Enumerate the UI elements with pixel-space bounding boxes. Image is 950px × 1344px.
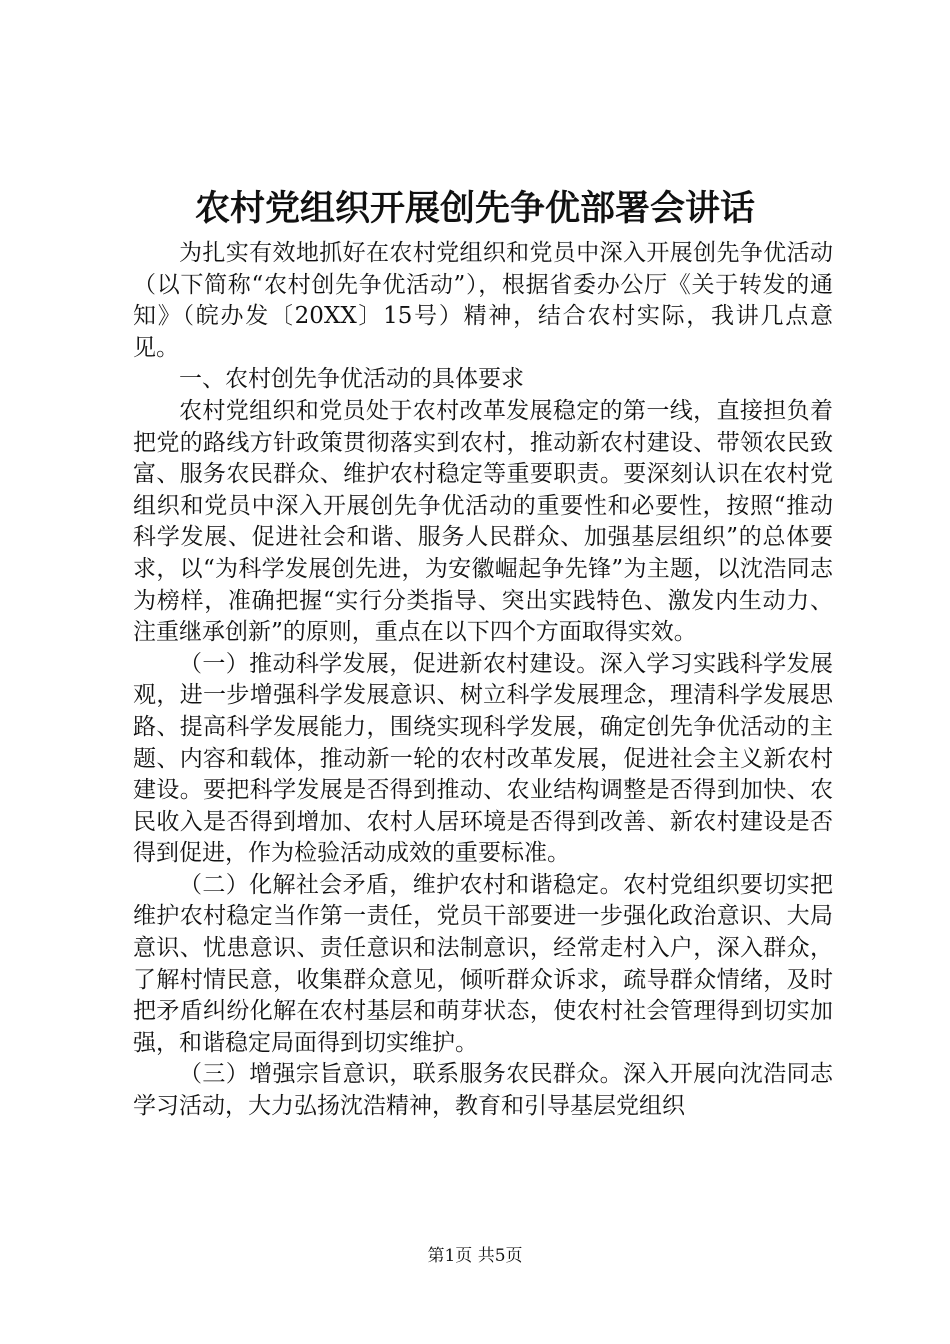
document-body [133, 238, 833, 1123]
section-heading: 一、农村创先争优活动的具体要求 [179, 366, 524, 393]
body-paragraph: （三）增强宗旨意识，联系服务农民群众。深入开展向沈浩同志学习活动，大力弘扬沈浩精神，教育和引导基层党组织 [133, 1061, 833, 1120]
document-title: 农村党组织开展创先争优部署会讲话 [194, 188, 755, 229]
body-paragraph: 农村党组织和党员处于农村改革发展稳定的第一线，直接担负着把党的路线方针政策贯彻落实到农村，推动新农村建设、带领农民致富、服务农民群众、维护农村稳定等重要职责。要深刻认识在农村党组织和党员中深入开展创先争优活动的重要性和必要性，按照“推动科学发展、促进社会和谐、服务人民群众、加强基层组织”的总体要求，以“为科学发展创先进，为安徽崛起争先锋”为主题，以沈浩同志为榜样，准确把握“实行分类指导、突出实践特色、激发内生动力、注重继承创新”的原则，重点在以下四个方面取得实效。 [133, 397, 833, 646]
body-paragraph: （一）推动科学发展，促进新农村建设。深入学习实践科学发展观，进一步增强科学发展意识、树立科学发展理念，理清科学发展思路、提高科学发展能力，围绕实现科学发展，确定创先争优活动的主题、内容和载体，推动新一轮的农村改革发展，促进社会主义新农村建设。要把科学发展是否得到推动、农业结构调整是否得到加快、农民收入是否得到增加、农村人居环境是否得到改善、新农村建设是否得到促进，作为检验活动成效的重要标准。 [133, 650, 833, 867]
body-paragraph: （二）化解社会矛盾，维护农村和谐稳定。农村党组织要切实把维护农村稳定当作第一责任，党员干部要进一步强化政治意识、大局意识、忧患意识、责任意识和法制意识，经常走村入户，深入群众，了解村情民意，收集群众意见，倾听群众诉求，疏导群众情绪，及时把矛盾纠纷化解在农村基层和萌芽状态，使农村社会管理得到切实加强，和谐稳定局面得到切实维护。 [133, 871, 833, 1056]
intro-paragraph: 为扎实有效地抓好在农村党组织和党员中深入开展创先争优活动（以下简称“农村创先争优活动”），根据省委办公厅《关于转发的通知》（皖办发〔20XX〕15号）精神，结合农村实际，我讲几点意见。 [133, 240, 833, 361]
page-number: 第1页 共5页 [427, 1246, 523, 1266]
